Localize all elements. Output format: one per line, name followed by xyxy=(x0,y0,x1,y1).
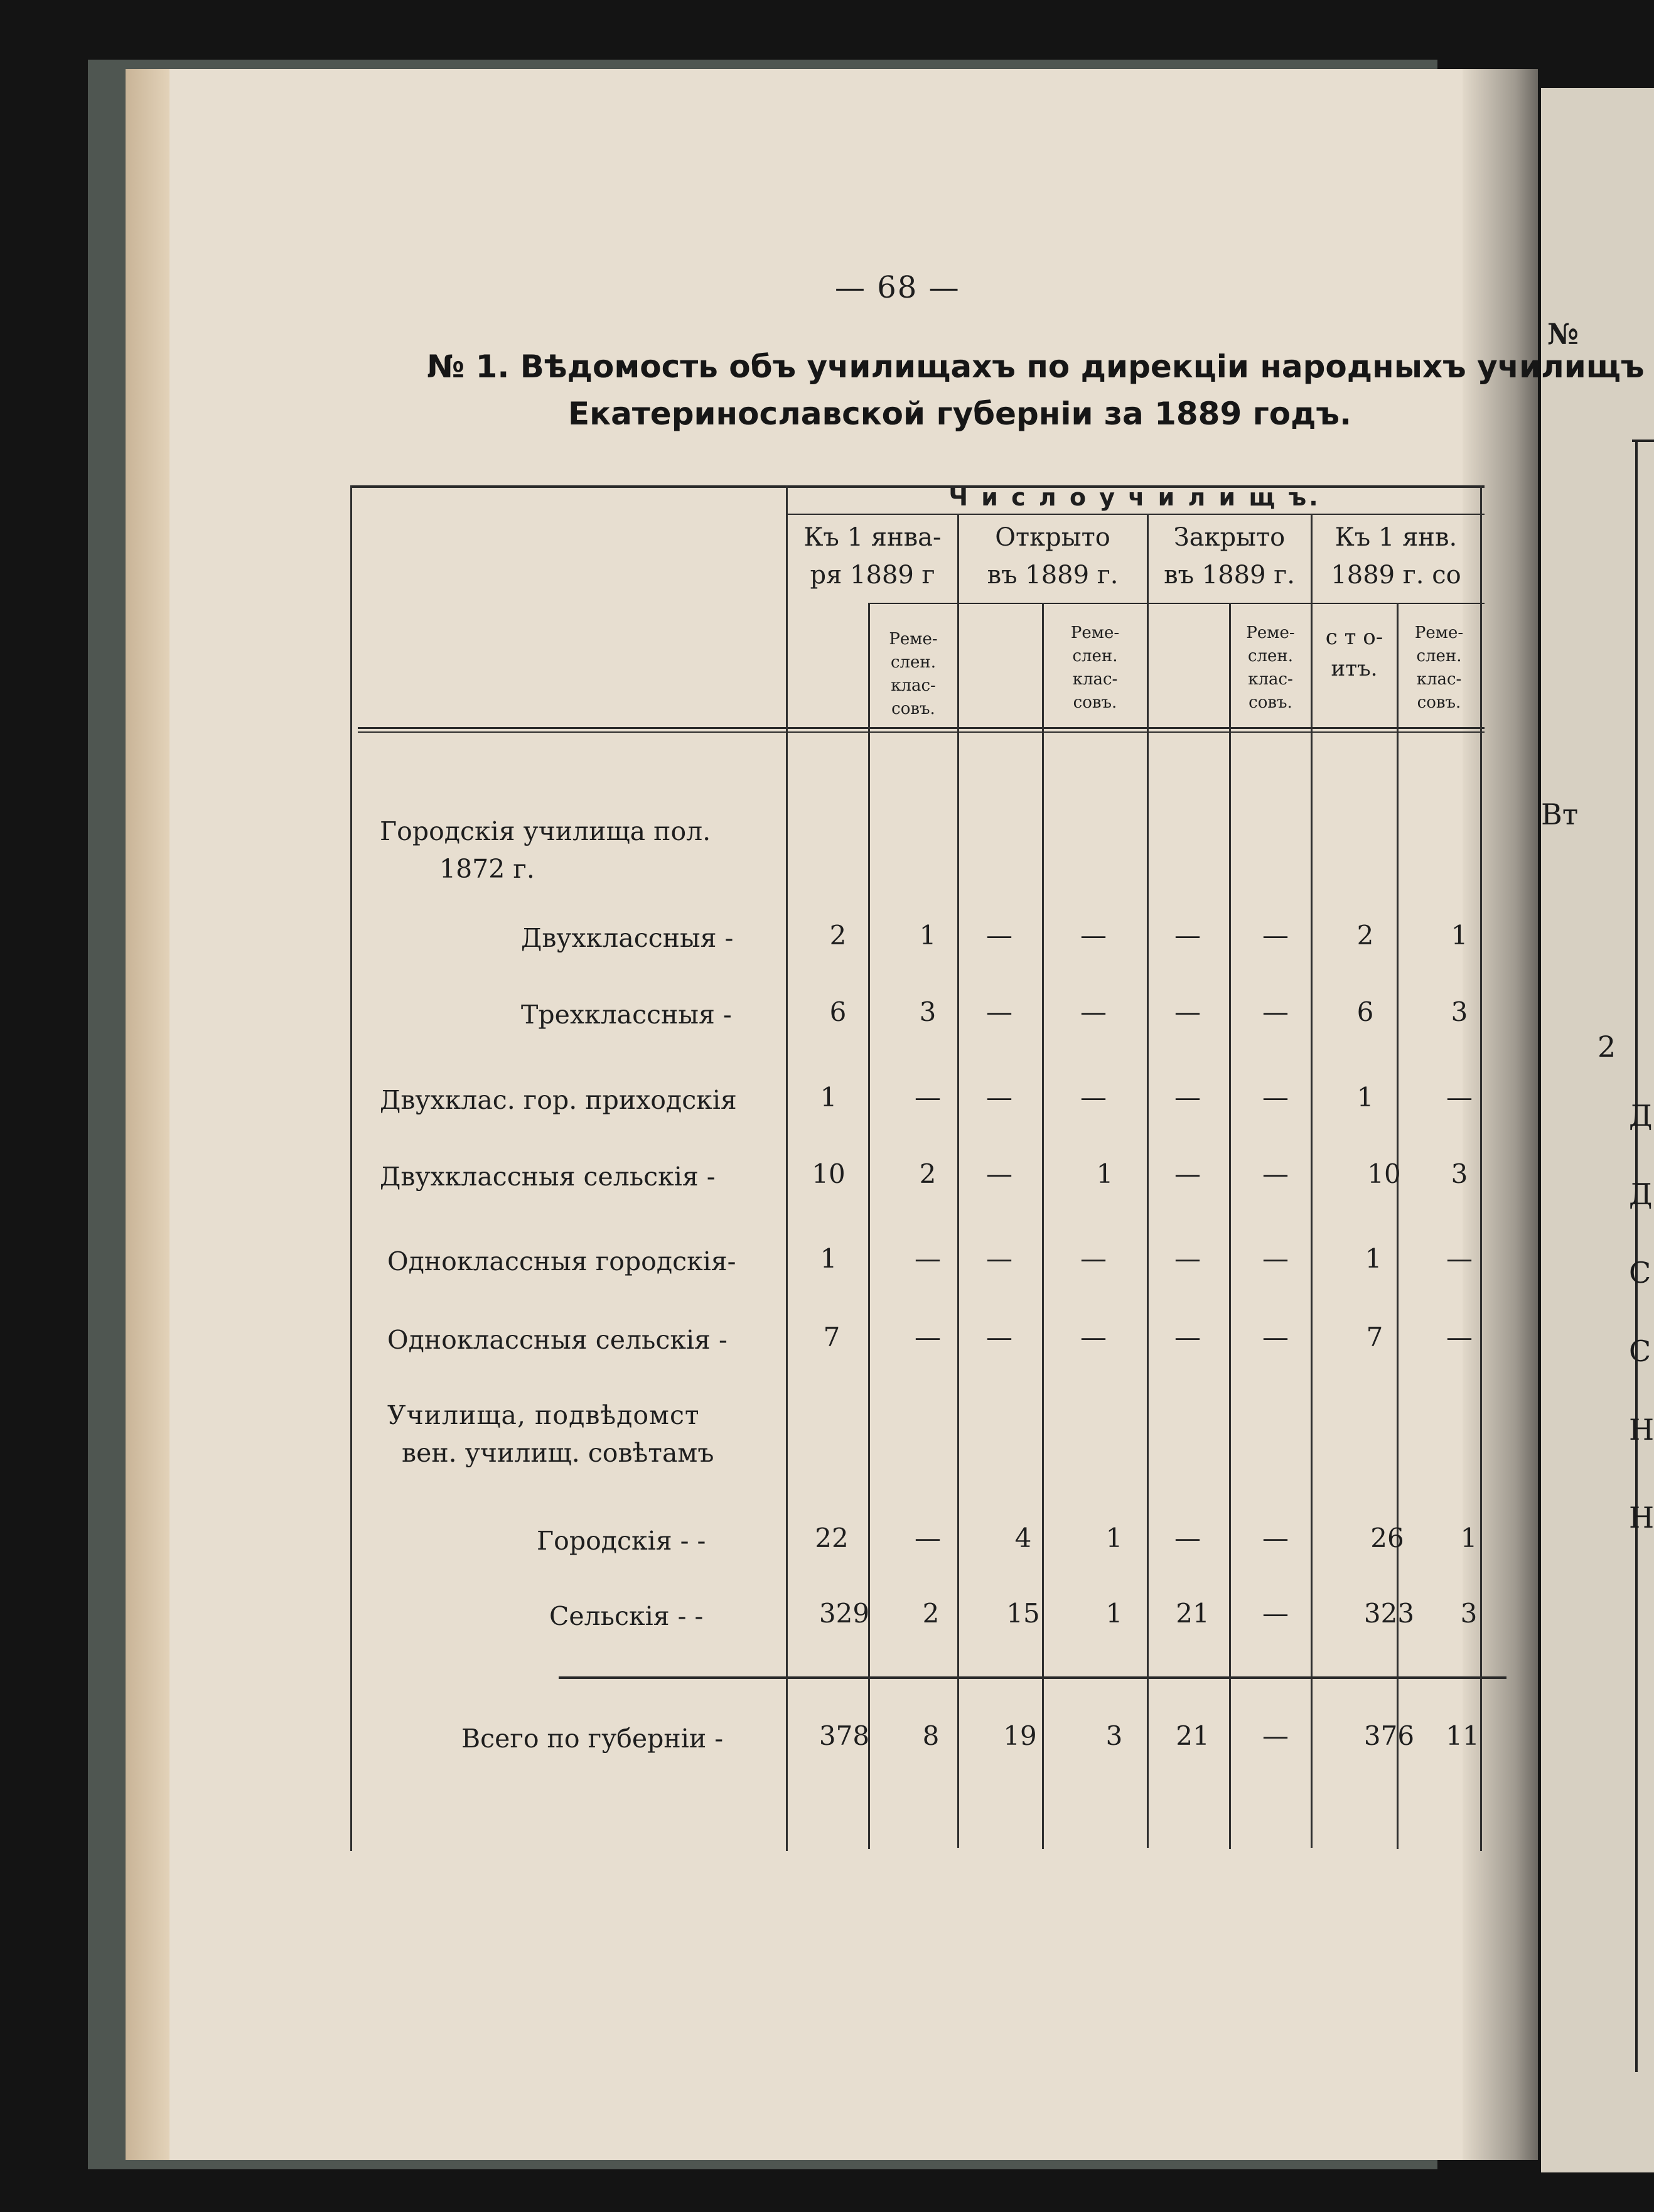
column-rule xyxy=(1229,603,1231,1849)
section-label: вен. училищ. совѣтамъ xyxy=(402,1438,714,1468)
header-bottom-rule xyxy=(358,727,1485,729)
cell: — xyxy=(1174,1082,1201,1113)
table-title-continued: Екатеринославской губерніи за 1889 годъ. xyxy=(568,396,1352,432)
cell: — xyxy=(1262,1523,1289,1553)
subheader-crafts: Реме- слен. клас- совъ. xyxy=(889,630,938,718)
column-rule xyxy=(868,603,870,1849)
cell: — xyxy=(1080,1243,1107,1274)
cell: — xyxy=(1446,1243,1473,1274)
cell: — xyxy=(986,1082,1012,1113)
cell: — xyxy=(1262,1158,1289,1189)
column-rule xyxy=(1147,514,1149,1848)
column-rule xyxy=(786,485,788,1851)
group-header-jan1: Къ 1 янва- xyxy=(803,523,942,552)
section-label: 1872 г. xyxy=(439,854,535,884)
group-header-opened: Открыто xyxy=(995,523,1110,552)
cell: 26 xyxy=(1370,1523,1404,1553)
facing-page-text: С xyxy=(1629,1256,1651,1290)
cell: — xyxy=(986,1243,1012,1274)
group-header-opened: въ 1889 г. xyxy=(987,561,1119,590)
cell: — xyxy=(986,1158,1012,1189)
cell: 1 xyxy=(820,1082,837,1113)
row-label: Двухклассныя - xyxy=(521,923,734,953)
cell: 8 xyxy=(922,1720,940,1751)
cell: 1 xyxy=(1356,1082,1374,1113)
cell: — xyxy=(1080,1082,1107,1113)
super-header: Ч и с л о у ч и л и щ ъ. xyxy=(948,483,1321,511)
group-header-jan1-next: 1889 г. со xyxy=(1331,561,1461,590)
row-label: Одноклассныя сельскія - xyxy=(387,1325,728,1355)
cell: — xyxy=(1262,920,1289,951)
cell: — xyxy=(915,1322,941,1352)
subheader-crafts: Реме- слен. клас- совъ. xyxy=(1246,623,1295,712)
cell: — xyxy=(1080,920,1107,951)
subheader-crafts: Реме- слен. клас- совъ. xyxy=(1414,623,1464,712)
cell: — xyxy=(1174,996,1201,1027)
group-header-rule xyxy=(869,603,1485,604)
cell: — xyxy=(1262,1082,1289,1113)
facing-page-header: № xyxy=(1547,317,1579,351)
row-label: Двухклассныя сельскія - xyxy=(380,1162,716,1192)
cell: 3 xyxy=(1451,996,1468,1027)
table-left-rule xyxy=(350,485,352,1851)
cell: — xyxy=(1446,1322,1473,1352)
cell: 378 xyxy=(819,1720,870,1751)
cell: — xyxy=(1262,1720,1289,1751)
column-rule xyxy=(1397,603,1399,1849)
cell: 7 xyxy=(1366,1322,1383,1352)
cell: — xyxy=(1174,1523,1201,1553)
cell: 2 xyxy=(1356,920,1374,951)
cell: 4 xyxy=(1014,1523,1032,1553)
row-label: Городскія - - xyxy=(537,1526,706,1556)
page-number: — 68 — xyxy=(835,270,960,305)
group-header-closed: Закрыто xyxy=(1173,523,1286,552)
cell: — xyxy=(1262,1598,1289,1629)
cell: — xyxy=(1174,920,1201,951)
cell: 1 xyxy=(820,1243,837,1274)
column-rule xyxy=(1042,603,1044,1849)
cell: 323 xyxy=(1363,1598,1415,1629)
cell: 376 xyxy=(1363,1720,1415,1751)
cell: 10 xyxy=(812,1158,846,1189)
table-title: № 1. Вѣдомость объ училищахъ по дирекціи народныхъ училищъ xyxy=(427,348,1645,385)
cell: — xyxy=(1446,1082,1473,1113)
cell: 15 xyxy=(1006,1598,1040,1629)
column-rule xyxy=(957,514,959,1848)
cell: 21 xyxy=(1176,1720,1210,1751)
header-bottom-rule xyxy=(358,731,1485,733)
cell: — xyxy=(986,1322,1012,1352)
cell: 2 xyxy=(922,1598,940,1629)
cell: 1 xyxy=(1105,1598,1123,1629)
row-label: Трехклассныя - xyxy=(521,1000,732,1030)
cell: — xyxy=(1174,1158,1201,1189)
cell: — xyxy=(1262,1322,1289,1352)
total-label: Всего по губерніи - xyxy=(461,1724,724,1754)
group-header-jan1-next: Къ 1 янв. xyxy=(1334,523,1458,552)
cell: — xyxy=(1174,1322,1201,1352)
facing-page-text: 2 xyxy=(1598,1030,1616,1064)
section-label: Училища, подвѣдомст xyxy=(387,1400,700,1430)
cell: 11 xyxy=(1446,1720,1479,1751)
subheader-crafts: Реме- слен. клас- совъ. xyxy=(1070,623,1120,712)
cell: 3 xyxy=(1105,1720,1123,1751)
facing-page-text: Вт xyxy=(1541,797,1579,831)
cell: 1 xyxy=(1365,1243,1382,1274)
total-rule xyxy=(559,1676,1506,1679)
cell: — xyxy=(915,1082,941,1113)
cell: 22 xyxy=(815,1523,849,1553)
facing-page-text: Д xyxy=(1629,1177,1653,1211)
section-label: Городскія училища пол. xyxy=(380,816,711,846)
cell: — xyxy=(1262,996,1289,1027)
cell: 3 xyxy=(1451,1158,1468,1189)
cell: — xyxy=(1262,1243,1289,1274)
facing-page-text: Н xyxy=(1629,1413,1654,1447)
row-label: Двухклас. гор. приходскія xyxy=(380,1085,737,1115)
facing-page-text: С xyxy=(1629,1334,1651,1368)
cell: — xyxy=(1080,996,1107,1027)
super-header-rule xyxy=(788,514,1485,515)
cell: 1 xyxy=(1451,920,1468,951)
row-label: Сельскія - - xyxy=(549,1601,704,1631)
cell: 329 xyxy=(819,1598,870,1629)
group-header-closed: въ 1889 г. xyxy=(1164,561,1295,590)
cell: 19 xyxy=(1003,1720,1037,1751)
cell: — xyxy=(915,1523,941,1553)
row-label: Одноклассныя городскія- xyxy=(387,1246,736,1276)
cell: 6 xyxy=(1356,996,1374,1027)
facing-page-text: Д xyxy=(1629,1099,1653,1133)
group-header-jan1: ря 1889 г xyxy=(810,561,935,590)
cell: 2 xyxy=(829,920,847,951)
cell: — xyxy=(986,996,1012,1027)
column-rule xyxy=(1311,514,1313,1848)
cell: 1 xyxy=(1460,1523,1478,1553)
cell: 6 xyxy=(829,996,847,1027)
cell: — xyxy=(1080,1322,1107,1352)
facing-page-fragment xyxy=(1541,88,1654,2172)
cell: 3 xyxy=(1460,1598,1478,1629)
cell: 1 xyxy=(1105,1523,1123,1553)
cell: 7 xyxy=(823,1322,840,1352)
cell: 10 xyxy=(1367,1158,1401,1189)
cell: 1 xyxy=(919,920,937,951)
cell: 1 xyxy=(1096,1158,1114,1189)
facing-page-text: Н xyxy=(1629,1501,1654,1535)
cell: 21 xyxy=(1176,1598,1210,1629)
subheader-stands: с т о- итъ. xyxy=(1325,625,1383,681)
cell: — xyxy=(1174,1243,1201,1274)
cell: — xyxy=(915,1243,941,1274)
cell: 3 xyxy=(919,996,937,1027)
cell: 2 xyxy=(919,1158,937,1189)
cell: — xyxy=(986,920,1012,951)
